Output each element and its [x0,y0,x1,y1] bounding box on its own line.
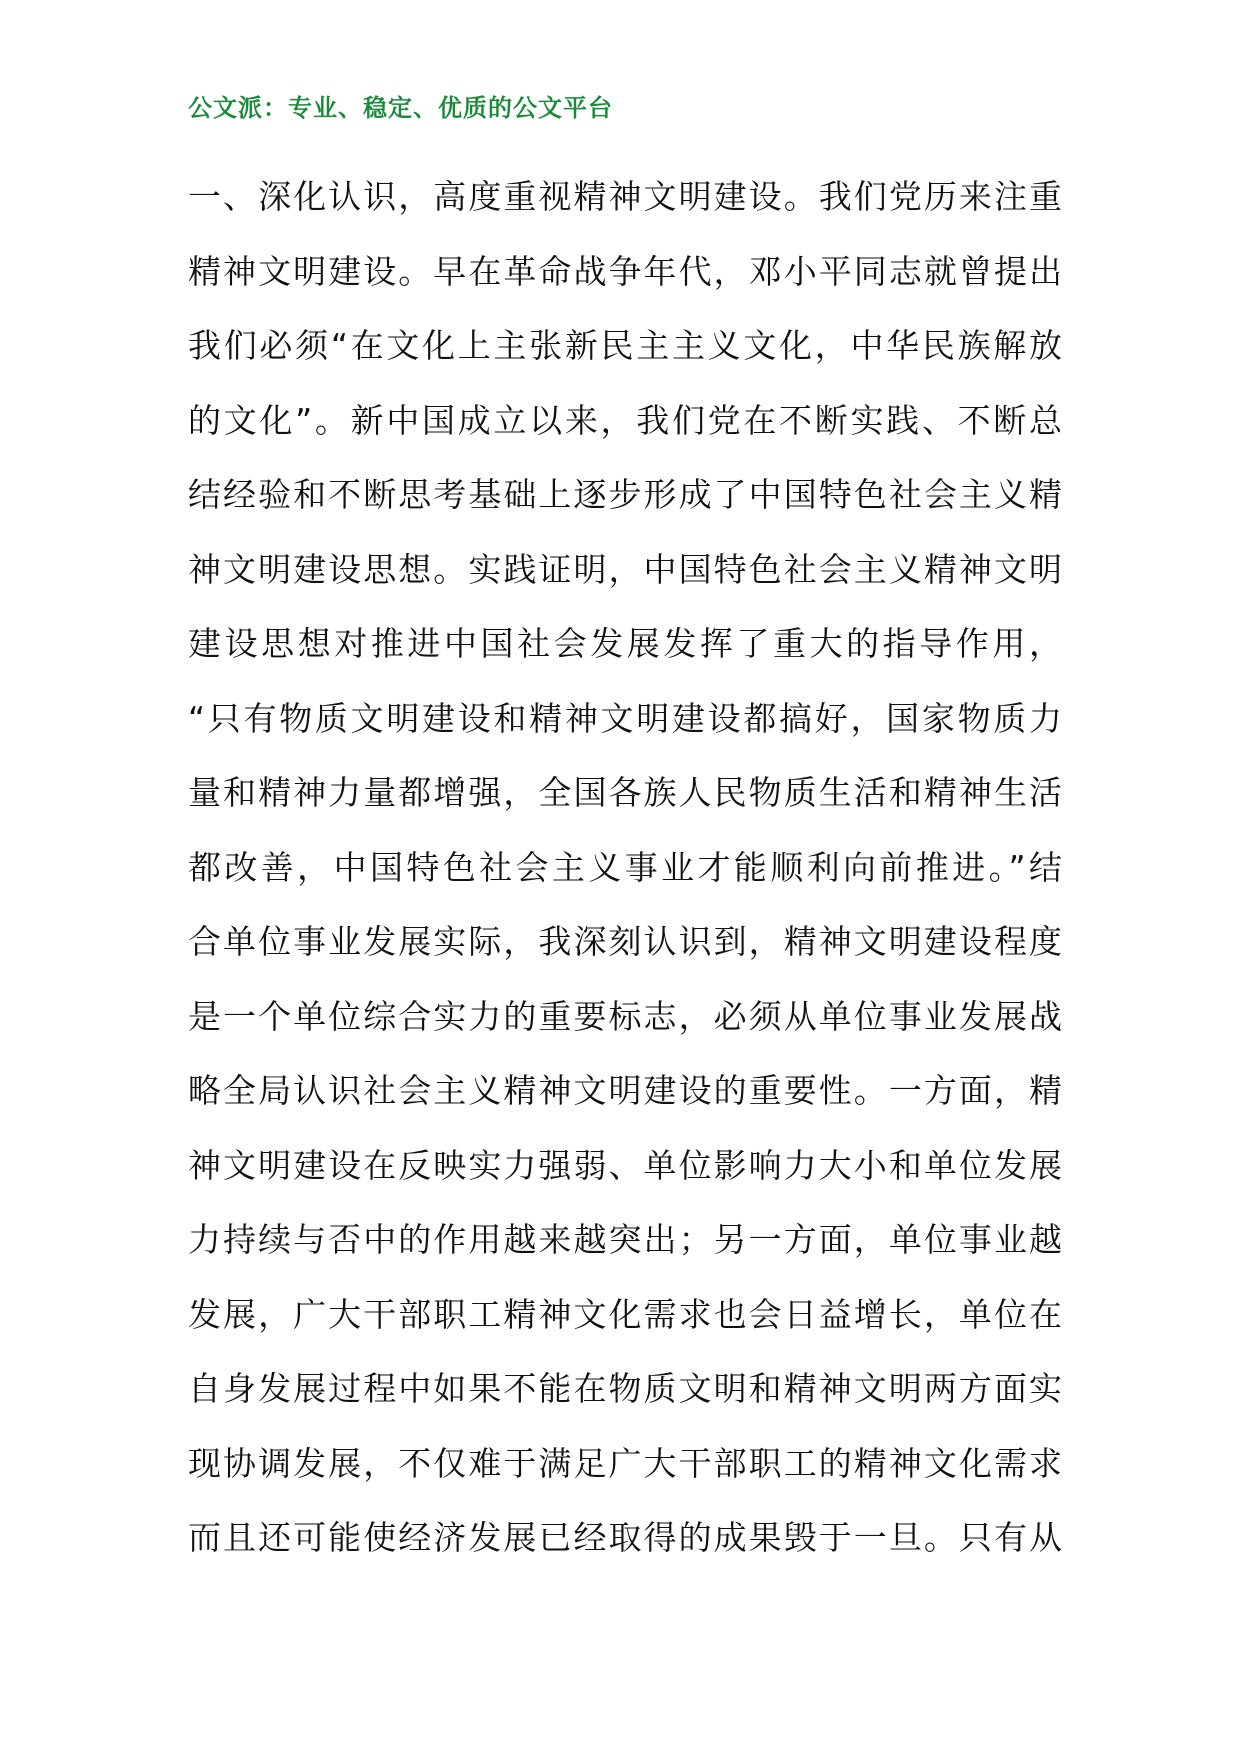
text-line: 力持续与否中的作用越来越突出；另一方面，单位事业越 [188,1220,1062,1259]
header-banner: 公文派：专业、稳定、优质的公文平台 [188,94,613,122]
text-line: 神文明建设思想。实践证明，中国特色社会主义精神文明 [188,549,1062,589]
text-line: 一、深化认识，高度重视精神文明建设。我们党历来注重 [188,177,1062,216]
text-line: 自身发展过程中如果不能在物质文明和精神文明两方面实 [188,1369,1062,1408]
text-line: 现协调发展，不仅难于满足广大干部职工的精神文化需求 [188,1443,1062,1483]
text-line: 是一个单位综合实力的重要标志，必须从单位事业发展战 [188,996,1062,1036]
text-line: 我们必须“在文化上主张新民主主义文化，中华民族解放 [188,326,1062,365]
body-paragraph [188,160,1062,1576]
text-line: 量和精神力量都增强，全国各族人民物质生活和精神生活 [188,773,1062,812]
text-line: 略全局认识社会主义精神文明建设的重要性。一方面，精 [188,1071,1062,1110]
text-line: 精神文明建设。早在革命战争年代，邓小平同志就曾提出 [188,251,1062,291]
text-line: 而且还可能使经济发展已经取得的成果毁于一旦。只有从 [188,1518,1062,1557]
text-line: 建设思想对推进中国社会发展发挥了重大的指导作用， [188,624,1062,663]
text-line: 的文化”。新中国成立以来，我们党在不断实践、不断总 [188,400,1062,440]
text-line: 结经验和不断思考基础上逐步形成了中国特色社会主义精 [188,475,1062,514]
text-line: 神文明建设在反映实力强弱、单位影响力大小和单位发展 [188,1145,1062,1185]
text-line: 发展，广大干部职工精神文化需求也会日益增长，单位在 [188,1294,1062,1334]
text-line: 都改善，中国特色社会主义事业才能顺利向前推进。”结 [188,847,1062,887]
text-line: 合单位事业发展实际，我深刻认识到，精神文明建设程度 [188,922,1062,961]
text-line: “只有物质文明建设和精神文明建设都搞好，国家物质力 [188,698,1062,738]
